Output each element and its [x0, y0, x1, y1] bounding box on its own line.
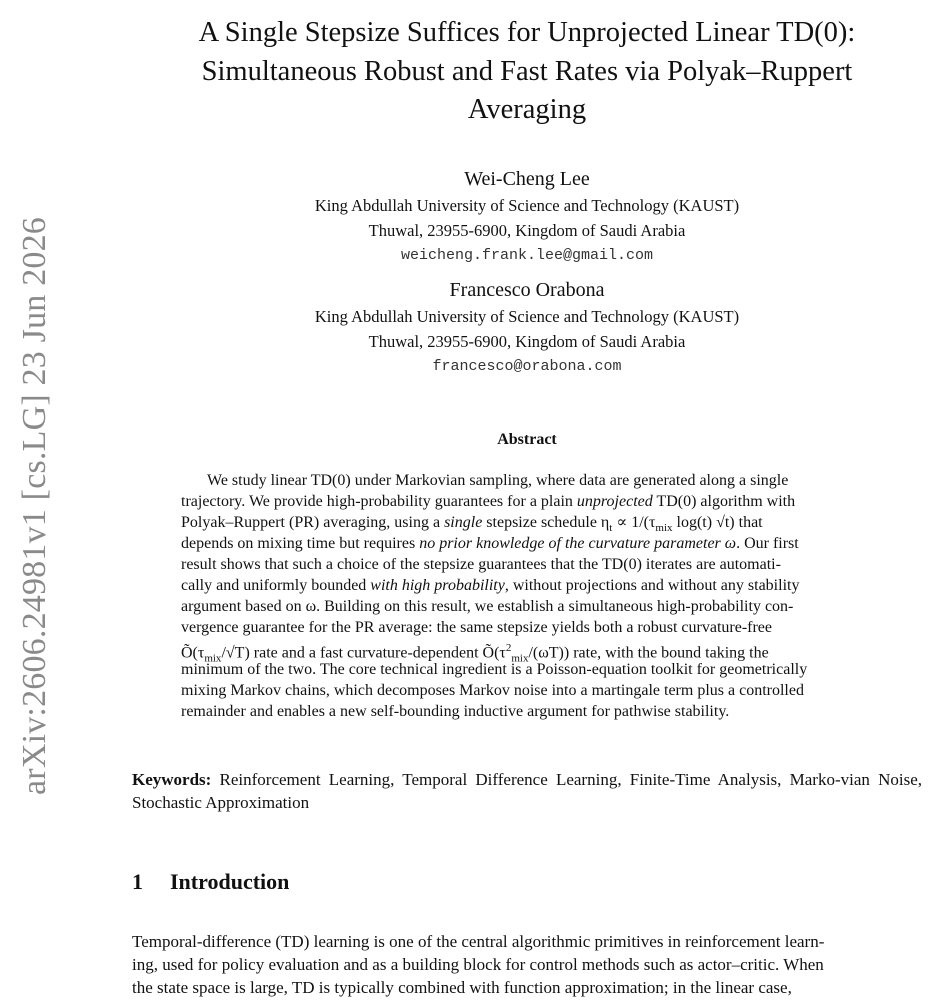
abstract-line: result shows that such a choice of the stepsize guarantees that the TD(0) iterates are automati-	[181, 556, 781, 573]
abstract-heading: Abstract	[497, 431, 557, 448]
introduction-paragraph	[132, 930, 922, 999]
section-heading	[132, 869, 289, 895]
author-name: Wei-Cheng Lee	[464, 168, 590, 190]
abstract-line: We study linear TD(0) under Markovian sampling, where data are generated along a single	[207, 472, 789, 489]
abstract-line: mixing Markov chains, which decomposes Markov noise into a martingale term plus a controlled	[181, 682, 804, 699]
abstract-line: $Õ(\tau_{mix}/√T)$ rate and a fast curvature-dependent $Õ(\tau^2_{mix}/(\omega T))$ rate, with the bound taking the	[181, 642, 769, 665]
keywords-label: Keywords:	[132, 770, 212, 789]
abstract-line: cally and uniformly bounded with high probability, without projections and without any stability	[181, 577, 800, 594]
title-line-3: Averaging	[467, 94, 587, 125]
author-address: Thuwal, 23955-6900, Kingdom of Saudi Arabia	[368, 221, 686, 240]
section-title: Introduction	[170, 869, 290, 894]
paper-title	[132, 14, 922, 130]
keywords-paragraph	[132, 768, 922, 814]
abstract-body	[181, 470, 875, 722]
section-number: 1	[132, 869, 143, 894]
abstract-line: argument based on ω. Building on this result, we establish a simultaneous high-probability con-	[181, 598, 794, 615]
abstract-line: minimum of the two. The core technical ingredient is a Poisson-equation toolkit for geometrically	[181, 661, 808, 678]
author-name: Francesco Orabona	[449, 279, 605, 301]
arxiv-identifier-stamp	[9, 196, 61, 816]
abstract-line: remainder and enables a new self-bounding inductive argument for pathwise stability.	[181, 703, 730, 720]
author-1-block	[132, 167, 922, 268]
author-address: Thuwal, 23955-6900, Kingdom of Saudi Arabia	[368, 332, 686, 351]
author-email: francesco@orabona.com	[432, 358, 622, 375]
abstract-line: trajectory. We provide high-probability guarantees for a plain unprojected TD(0) algorithm with	[181, 493, 796, 510]
title-line-1: A Single Stepsize Suffices for Unprojected Linear TD(0):	[198, 17, 856, 48]
intro-line: ing, used for policy evaluation and as a building block for control methods such as actor–critic. When	[132, 955, 824, 974]
author-email: weicheng.frank.lee@gmail.com	[400, 247, 654, 264]
abstract-line: vergence guarantee for the PR average: the same stepsize yields both a robust curvature-free	[181, 619, 773, 636]
intro-line: the state space is large, TD is typically combined with function approximation; in the linear case,	[132, 978, 792, 997]
arxiv-id-text: arXiv:2606.24981v1 [cs.LG] 23 Jun 2026	[16, 217, 54, 795]
abstract-line: depends on mixing time but requires no prior knowledge of the curvature parameter ω. Our first	[181, 535, 799, 552]
keywords-text: Reinforcement Learning, Temporal Difference Learning, Finite-Time Analysis, Marko-vian Noise, Stochastic Approximation	[132, 770, 922, 812]
author-affiliation: King Abdullah University of Science and Technology (KAUST)	[314, 196, 740, 215]
abstract-line: Polyak–Ruppert (PR) averaging, using a single stepsize schedule $\eta_t \propto 1/(\tau_{mix}$ log(t) √t) that	[181, 514, 763, 535]
author-2-block	[132, 278, 922, 379]
intro-line: Temporal-difference (TD) learning is one of the central algorithmic primitives in reinforcement learn-	[132, 932, 825, 951]
author-affiliation: King Abdullah University of Science and Technology (KAUST)	[314, 307, 740, 326]
title-line-2: Simultaneous Robust and Fast Rates via Polyak–Ruppert	[201, 55, 853, 87]
